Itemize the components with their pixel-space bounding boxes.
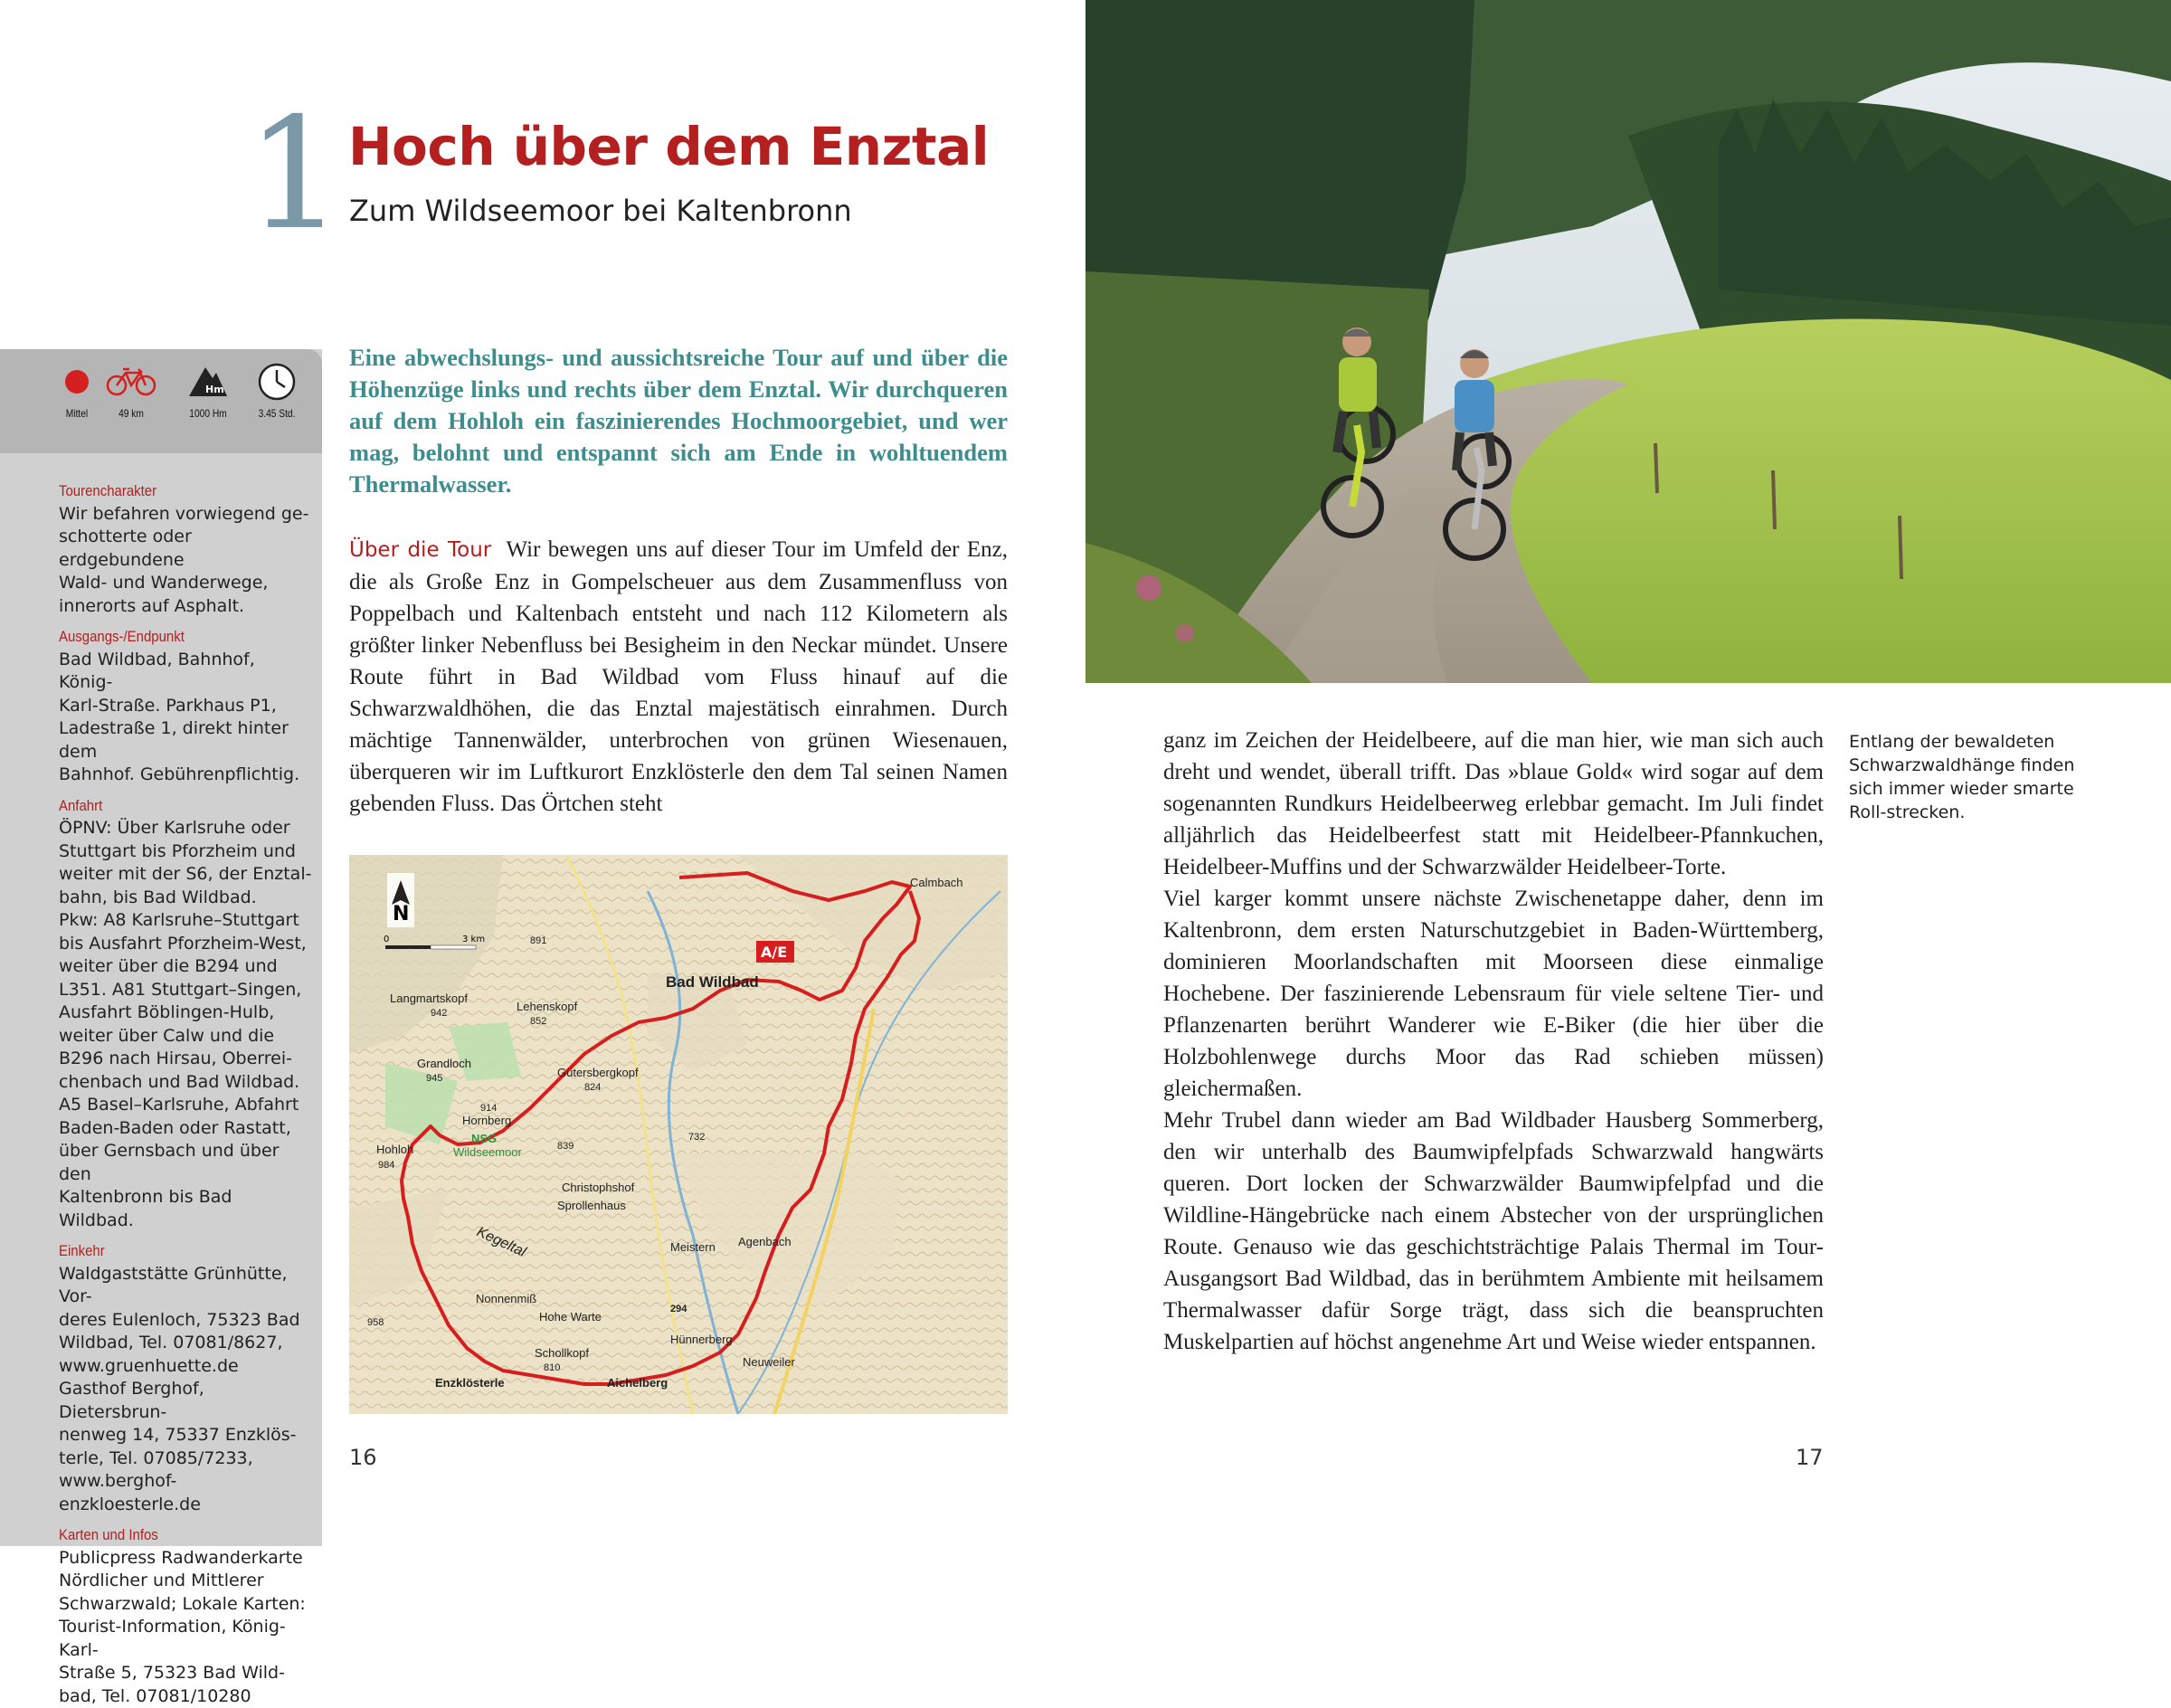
map-label: Lehenskopf <box>517 1000 578 1013</box>
map-label: 839 <box>557 1141 574 1152</box>
info-heading: Anfahrt <box>59 794 281 818</box>
chapter-title: Hoch über dem Enztal <box>348 116 989 177</box>
map-label: Hünnerberg <box>670 1333 733 1346</box>
map-label: Christophshof <box>562 1181 635 1194</box>
map-label: 852 <box>530 1016 546 1027</box>
map-label: Hohe Warte <box>539 1310 602 1324</box>
body-paragraph: ganz im Zeichen der Heidelbeere, auf die man hier, wie man sich auch dreht und wendet, überall trifft. Das »blaue Gold« wird sogar auf dem sogenannten Rundkurs Heidelbeerweg erlebbar gemacht. Im Juli findet alljährlich das Heidelbeerfest statt mit Heidelbeer-Pfannkuchen, Heidelbeer-Muffins und der Schwarzwälder Heidelbeer-Torte. <box>1163 725 1824 883</box>
map-label: Neuweiler <box>743 1355 795 1369</box>
map-label: Meistern <box>670 1240 716 1254</box>
stat-distance <box>95 362 167 420</box>
map-label: 891 <box>530 935 546 946</box>
info-heading: Einkehr <box>59 1239 281 1263</box>
map-label: Agenbach <box>738 1235 792 1248</box>
map-label: 294 <box>670 1304 687 1314</box>
info-heading: Karten und Infos <box>59 1523 281 1547</box>
body-paragraph: Mehr Trubel dann wieder am Bad Wildbader Hausberg Sommerberg, den wir unterhalb des Baumwipfelpfads Schwarzwald hangwärts queren. Dort locken der Schwarzwälder Baumwipfelpfad und die Wildline-Hängebrücke nach einem Abstecher von der ursprünglichen Route. Genauso wie das geschichtsträchtige Palais Thermal im Tour-Ausgangsort Bad Wildbad, das in berühmtem Ambiente mit heilsamem Thermalwasser dafür Sorge trägt, dass sich die beanspruchten Muskelpartien auf höchst angenehme Art und Weise wieder entspannen. <box>1163 1105 1824 1358</box>
photo-cyclists <box>1086 0 2171 683</box>
stat-elevation <box>172 362 244 420</box>
map-label: A/E <box>761 944 787 961</box>
map-label: 0 <box>384 935 389 944</box>
map-label: Langmartskopf <box>390 992 468 1005</box>
map-label: Gütersbergkopf <box>557 1066 639 1079</box>
stat-duration-label: 3.45 Std. <box>246 407 308 420</box>
svg-text:Hm: Hm <box>205 384 224 395</box>
map-label: 824 <box>584 1082 601 1093</box>
lead-paragraph: Eine abwechslungs- und aussichtsreiche Tour auf und über die Höhenzüge links und rechts über dem Enztal. Wir durchqueren auf dem Hohloh ein faszinierendes Hochmoorgebiet, und wer mag, belohnt und entspannt sich am Ende in wohltuendem Thermalwasser. <box>349 342 1008 500</box>
stat-distance-label: 49 km <box>100 407 162 420</box>
map-label: Calmbach <box>910 876 963 889</box>
map-label: 958 <box>367 1317 384 1328</box>
map-label: 914 <box>480 1103 497 1114</box>
map-label: Enzklösterle <box>435 1376 505 1390</box>
difficulty-dot-icon <box>59 362 95 398</box>
chapter-subtitle: Zum Wildseemoor bei Kaltenbronn <box>349 194 852 228</box>
map-label: Hohloh <box>376 1143 413 1156</box>
map-label: Schollkopf <box>535 1346 589 1360</box>
map-label: N <box>393 903 409 925</box>
map-label: Bad Wildbad <box>666 973 759 991</box>
info-text: Waldgaststätte Grünhütte, Vor- deres Eulenloch, 75323 Bad Wildbad, Tel. 07081/8627, www.gruenhuette.de Gasthof Berghof, Dietersbrun- nenweg 14, 75337 Enzklös- terle, Tel. 07085/7233, www.berghof-enzkloesterle.de <box>59 1263 312 1517</box>
map-label: Grandloch <box>417 1057 471 1070</box>
chapter-number: 1 <box>246 98 344 251</box>
map-label: Wildseemoor <box>453 1145 523 1159</box>
page-number-right: 17 <box>1796 1445 1824 1470</box>
map-label: 942 <box>431 1008 447 1019</box>
stat-elevation-label: 1000 Hm <box>177 407 239 420</box>
body-left <box>349 534 1008 820</box>
map-label: 810 <box>544 1362 560 1373</box>
clock-icon <box>257 362 297 402</box>
map-label: 984 <box>378 1160 394 1171</box>
stat-difficulty-label: Mittel <box>46 407 108 420</box>
body-paragraph: Viel karger kommt unsere nächste Zwischenetappe daher, denn im Kaltenbronn, dem ersten Naturschutzgebiet in Baden-Württemberg, dominieren Moorlandschaften mit Moorseen diese einmalige Hochebene. Der faszinierende Lebensraum für viele seltene Tier- und Pflanzenarten berührt Wanderer wie E-Biker (die hier über die Holzbohlenwege durchs Moor das Rad schieben müssen) gleichermaßen. <box>1163 883 1824 1105</box>
body-left-text: Wir bewegen uns auf dieser Tour im Umfeld der Enz, die als Große Enz in Gompelscheuer aus dem Zusammenfluss von Poppelbach und Kaltenbach entsteht und nach 112 Kilometern als größter linker Nebenfluss bei Besigheim in den Neckar mündet. Unsere Route führt in Bad Wildbad vom Fluss hinauf auf die Schwarzwaldhöhen, die das Enztal majestätisch einrahmen. Durch mächtige Tannenwälder, unterbrochen von grünen Wiesenauen, überqueren wir im Luftkurort Enzklösterle den dem Tal seinen Namen gebenden Fluss. Das Örtchen steht <box>349 537 1008 816</box>
info-text: Bad Wildbad, Bahnhof, König- Karl-Straße. Parkhaus P1, Ladestraße 1, direkt hinter dem Bahnhof. Gebührenpflichtig. <box>59 649 312 787</box>
photo-caption: Entlang der bewaldeten Schwarzwaldhänge finden sich immer wieder smarte Roll-strecken. <box>1849 730 2102 824</box>
info-heading: Ausgangs-/Endpunkt <box>59 625 281 649</box>
map-label: Nonnenmiß <box>476 1292 536 1305</box>
map-label: Aichelberg <box>607 1376 668 1390</box>
map-label: Kegeltal <box>474 1224 528 1260</box>
bicycle-icon <box>106 362 156 398</box>
info-text: ÖPNV: Über Karlsruhe oder Stuttgart bis Pforzheim und weiter mit der S6, der Enztal- bahn, bis Bad Wildbad. Pkw: A8 Karlsruhe–Stuttgart bis Ausfahrt Pforzheim-West, weiter über die B294 und L351. A81 Stuttgart–Singen, Ausfahrt Böblingen-Hulb, weiter über Calw und die B296 nach Hirsau, Oberrei- chenbach und Bad Wildbad. A5 Basel–Karlsruhe, Abfahrt Baden-Baden oder Rastatt, über Gernsbach und über den Kaltenbronn bis Bad Wildbad. <box>59 817 312 1232</box>
info-text: Publicpress Radwanderkarte Nördlicher und Mittlerer Schwarzwald; Lokale Karten: Tourist-Information, König-Karl- Straße 5, 75323 Bad Wild- bad, Tel. 07081/10280 <box>59 1547 312 1708</box>
tour-info <box>59 479 312 1708</box>
mountain-hm-icon <box>187 362 229 398</box>
section-kicker: Über die Tour <box>349 538 491 562</box>
info-text: Wir befahren vorwiegend ge- schotterte oder erdgebundene Wald- und Wanderwege, innerorts auf Asphalt. <box>59 503 312 619</box>
map-label: NSG <box>471 1132 497 1145</box>
map-label: Hornberg <box>462 1114 511 1127</box>
map-label: 3 km <box>462 935 485 944</box>
page-number-left: 16 <box>349 1445 377 1470</box>
body-right <box>1163 725 1824 1358</box>
route-map <box>349 855 1008 1414</box>
map-label: Sprollenhaus <box>557 1199 626 1212</box>
map-label: 732 <box>688 1132 705 1143</box>
info-heading: Tourencharakter <box>59 479 281 503</box>
stat-duration <box>241 362 313 420</box>
map-label: 945 <box>426 1073 442 1084</box>
